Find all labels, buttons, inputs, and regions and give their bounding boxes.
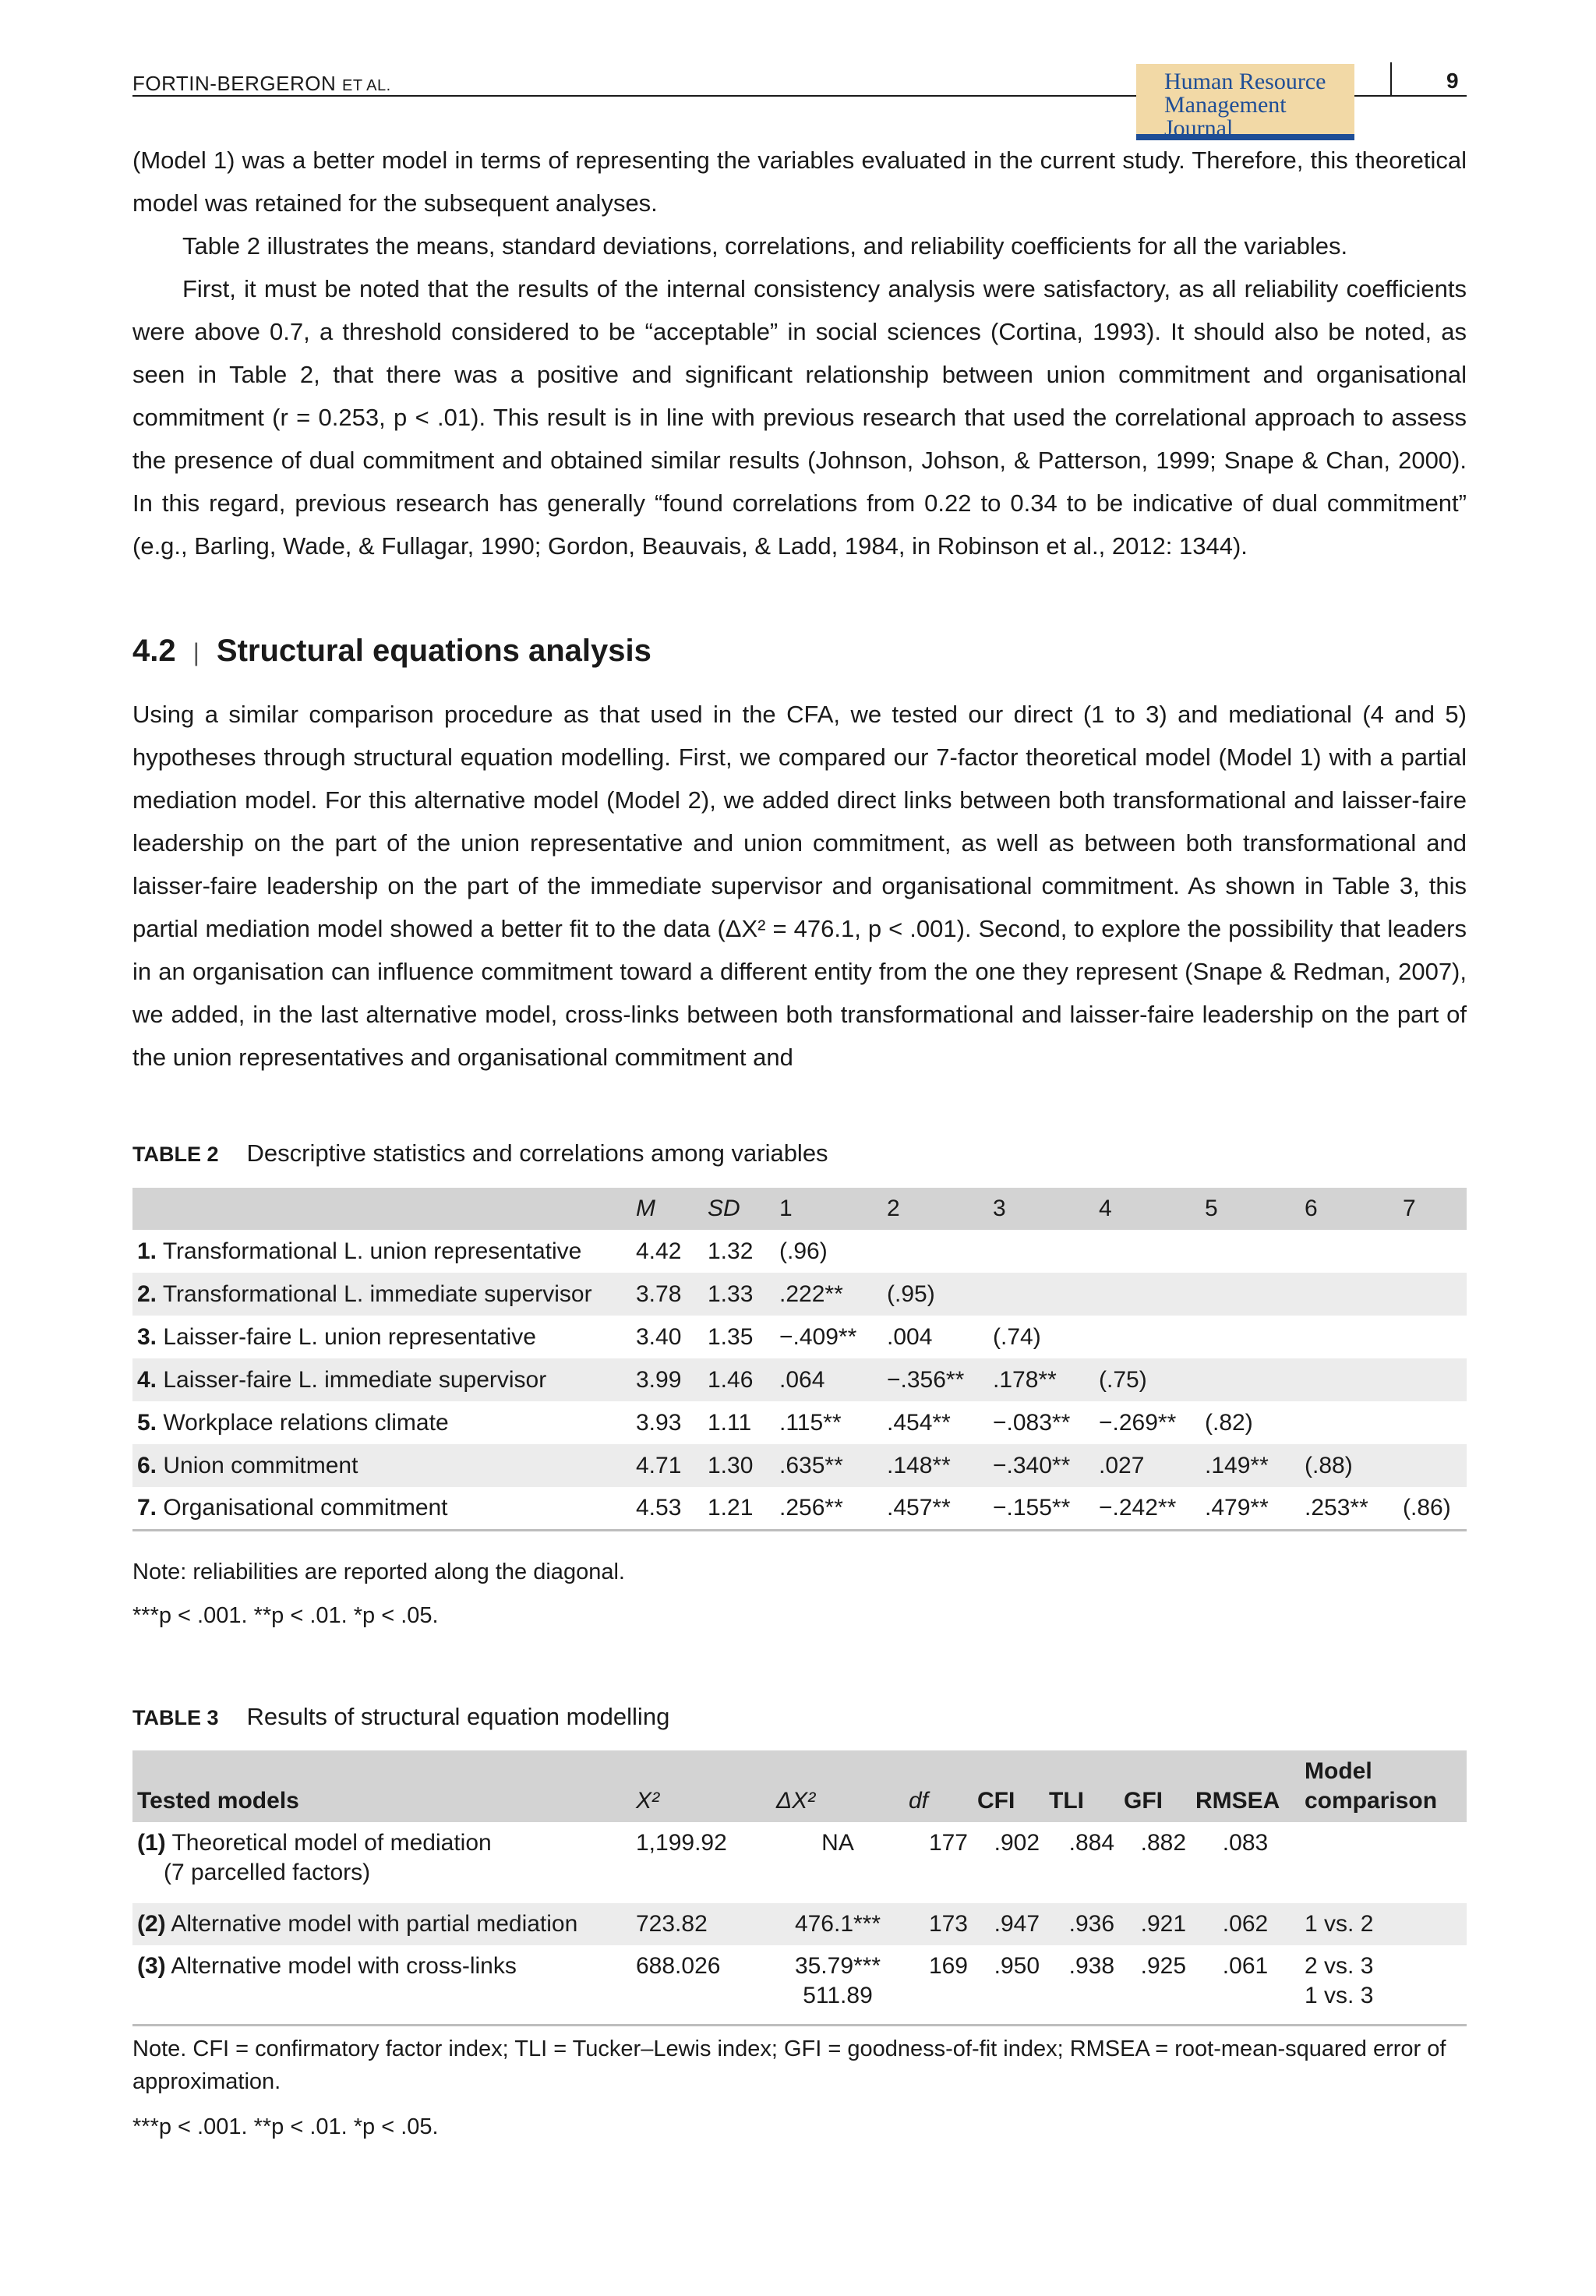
table3-gfi-cell: .925: [1140, 1953, 1186, 1979]
table2-value-cell: [1398, 1273, 1467, 1316]
table2-value-cell: [988, 1273, 1094, 1316]
table2-value-cell: [1200, 1358, 1300, 1401]
section-separator: |: [192, 638, 200, 666]
table3-df-cell: 177: [928, 1830, 968, 1856]
table3-row: [132, 1822, 1467, 1903]
table2-value-cell: −.356**: [887, 1366, 965, 1393]
table2-value-cell: .178**: [993, 1366, 1057, 1393]
table2-header-cell: 5: [1205, 1196, 1218, 1221]
table2-value-cell: −.409**: [779, 1323, 857, 1350]
table2-value-cell: [1300, 1273, 1398, 1316]
table2-value-cell: .256**: [779, 1494, 843, 1521]
table2-value-cell: (.95): [887, 1280, 935, 1307]
table3-header-cell: RMSEA: [1195, 1788, 1280, 1814]
table3-header-comp-line2: comparison: [1305, 1788, 1438, 1814]
table2-header-row: [132, 1188, 1467, 1230]
table2-variable-name: Union commitment: [163, 1452, 358, 1478]
table2-value-cell: (.82): [1205, 1409, 1253, 1436]
table2-row: [132, 1444, 1467, 1487]
table2-value-cell: .004: [887, 1323, 933, 1350]
table2-value-cell: 4.71: [636, 1452, 682, 1478]
table3-title: Results of structural equation modelling: [246, 1703, 670, 1730]
table2-value-cell: 1.32: [708, 1238, 754, 1264]
table2-variable-name: Laisser-faire L. union representative: [163, 1323, 536, 1350]
table3-comparison-value: 1 vs. 2: [1305, 1911, 1374, 1937]
table2-value-cell: [882, 1230, 988, 1273]
table2-header-cell: 6: [1305, 1196, 1318, 1221]
table3-x2-cell: 723.82: [636, 1911, 708, 1937]
table2-value-cell: 3.40: [636, 1323, 682, 1350]
table3-label: TABLE 3: [132, 1706, 219, 1729]
table2-row: [132, 1230, 1467, 1273]
table2-variable-cell: [132, 1444, 631, 1487]
table2-row-number: 2.: [137, 1280, 157, 1307]
table3-x2-cell: 688.026: [636, 1953, 721, 1979]
table2-header-cell: 2: [887, 1196, 900, 1221]
table3-cfi-cell: .902: [994, 1830, 1040, 1856]
table2-row: [132, 1487, 1467, 1530]
table3-rmsea-cell: .061: [1222, 1953, 1269, 1979]
table2-variable-name: Workplace relations climate: [163, 1409, 449, 1436]
table3-x2-cell: 1,199.92: [636, 1830, 727, 1856]
page-number: 9: [1446, 69, 1459, 93]
table2-value-cell: .457**: [887, 1494, 951, 1521]
table3-header-cell: X²: [636, 1788, 659, 1814]
table2-value-cell: [1300, 1230, 1398, 1273]
table2-variable-cell: [132, 1273, 631, 1316]
table3-comparison-value: 2 vs. 3: [1305, 1953, 1374, 1979]
table2-variable-name: Transformational L. immediate supervisor: [162, 1280, 592, 1307]
table2-value-cell: 1.30: [708, 1452, 754, 1478]
table2-label: TABLE 2: [132, 1143, 219, 1166]
table2-value-cell: 3.99: [636, 1366, 682, 1393]
header-separator: [1390, 62, 1392, 97]
table2: [132, 1188, 1467, 1531]
table2-row: [132, 1358, 1467, 1401]
table2-title: Descriptive statistics and correlations among variables: [246, 1139, 828, 1167]
table3-comparison-value: 1 vs. 3: [1305, 1983, 1374, 2008]
table2-value-cell: .115**: [779, 1409, 842, 1436]
paragraph-3: First, it must be noted that the results of the internal consistency analysis were satisfactory, as all reliability coefficients were above 0.7, a threshold considered to be “acceptable” in social sciences (Cortina, 1993). It should also be noted, as seen in Table 2, that there was a positive and significant relationship between union commitment and organisational commitment (r = 0.253, p < .01). This result is in line with previous research that used the correlational approach to assess the presence of dual commitment and obtained similar results (Johnson, Johson, & Patterson, 1999; Snape & Chan, 2000). In this regard, previous research has generally “found correlations from 0.22 to 0.34 to be indicative of dual commitment” (e.g., Barling, Wade, & Fullagar, 1990; Gordon, Beauvais, & Ladd, 1984, in Robinson et al., 2012: 1344).: [132, 275, 1467, 560]
table3-cfi-cell: .950: [994, 1953, 1040, 1979]
table2-value-cell: −.155**: [993, 1494, 1071, 1521]
journal-logo-line2: Management Journal: [1164, 92, 1287, 141]
table2-header-cell: 1: [779, 1196, 793, 1221]
table3-dx2-value: 476.1***: [794, 1911, 881, 1937]
table2-value-cell: (.96): [779, 1238, 828, 1264]
table2-row-number: 4.: [137, 1366, 157, 1393]
table2-variable-cell: [132, 1358, 631, 1401]
table3-tli-cell: .938: [1068, 1953, 1114, 1979]
table3-header-cell: ΔX²: [776, 1788, 816, 1814]
table2-variable-name: Transformational L. union representative: [162, 1238, 582, 1264]
table2-row-number: 3.: [137, 1323, 157, 1350]
table2-value-cell: 1.46: [708, 1366, 754, 1393]
table2-note: Note: reliabilities are reported along the diagonal.: [132, 1560, 625, 1584]
table2-variable-cell: [132, 1487, 631, 1530]
table2-value-cell: [1398, 1316, 1467, 1358]
table2-value-cell: 1.11: [708, 1409, 752, 1436]
table3-dx2-value: 35.79***: [794, 1953, 881, 1979]
table2-header-cell: SD: [708, 1196, 740, 1221]
table3-tli-cell: .884: [1068, 1830, 1114, 1856]
table2-row: [132, 1401, 1467, 1444]
table2-value-cell: 3.93: [636, 1409, 682, 1436]
paragraph-1: (Model 1) was a better model in terms of representing the variables evaluated in the current study. Therefore, this theoretical model was retained for the subsequent analyses.: [132, 147, 1467, 217]
table2-variable-name: Organisational commitment: [163, 1494, 448, 1521]
table2-value-cell: 1.35: [708, 1323, 754, 1350]
table2-value-cell: [988, 1230, 1094, 1273]
table3-header-cell: CFI: [977, 1788, 1015, 1814]
table2-value-cell: −.340**: [993, 1452, 1071, 1478]
table3-row-number: (1): [137, 1830, 166, 1856]
running-head-et-al: ET AL.: [342, 77, 391, 94]
table2-value-cell: .064: [779, 1366, 825, 1393]
table2-caption: [132, 1138, 828, 1170]
table3-model-name: Alternative model with cross-links: [171, 1953, 517, 1979]
table2-value-cell: −.083**: [993, 1409, 1071, 1436]
table3-model-cell: [132, 1822, 631, 1903]
table3-dx2-cell: [772, 1945, 904, 2025]
table2-value-cell: .027: [1099, 1452, 1145, 1478]
table3-comparison-cell: [1300, 1822, 1467, 1903]
table2-variable-name: Laisser-faire L. immediate supervisor: [163, 1366, 547, 1393]
table2-value-cell: [1398, 1230, 1467, 1273]
table2-significance: ***p < .001. **p < .01. *p < .05.: [132, 1603, 439, 1628]
running-head: [132, 72, 391, 96]
table3-rmsea-cell: .062: [1222, 1911, 1269, 1937]
table3: [132, 1750, 1467, 2026]
table3-rmsea-cell: .083: [1222, 1830, 1269, 1856]
table2-row-number: 6.: [137, 1452, 157, 1478]
table3-header-cell: df: [909, 1788, 929, 1814]
table3-df-cell: 173: [928, 1911, 968, 1937]
table2-value-cell: [1200, 1273, 1300, 1316]
table2-row: [132, 1316, 1467, 1358]
paragraph-2: Table 2 illustrates the means, standard deviations, correlations, and reliability coefficients for all the variables.: [182, 232, 1348, 260]
table2-variable-cell: [132, 1230, 631, 1273]
table3-cfi-cell: .947: [994, 1911, 1040, 1937]
table3-model-subtitle: (7 parcelled factors): [164, 1860, 371, 1885]
section-title: Structural equations analysis: [216, 634, 651, 668]
table3-header-comp-line1: Model: [1305, 1758, 1372, 1784]
table2-value-cell: [1094, 1230, 1200, 1273]
table2-value-cell: .479**: [1205, 1494, 1269, 1521]
table2-value-cell: 1.21: [708, 1494, 754, 1521]
table2-value-cell: [1094, 1273, 1200, 1316]
table2-value-cell: −.269**: [1099, 1409, 1177, 1436]
table3-row: [132, 1903, 1467, 1945]
table2-row-number: 1.: [137, 1238, 157, 1264]
table2-value-cell: .149**: [1205, 1452, 1269, 1478]
table2-value-cell: [1200, 1316, 1300, 1358]
table2-row-number: 5.: [137, 1409, 157, 1436]
table2-value-cell: [1398, 1444, 1467, 1487]
table2-header-cell: 4: [1099, 1196, 1112, 1221]
table3-model-name: Alternative model with partial mediation: [171, 1911, 578, 1937]
table2-value-cell: (.74): [993, 1323, 1041, 1350]
table2-row: [132, 1273, 1467, 1316]
table2-value-cell: .635**: [779, 1452, 843, 1478]
table2-value-cell: [1300, 1316, 1398, 1358]
table2-variable-cell: [132, 1316, 631, 1358]
table3-significance: ***p < .001. **p < .01. *p < .05.: [132, 2114, 439, 2139]
table3-header-cell: TLI: [1049, 1788, 1084, 1814]
table2-header-cell: 3: [993, 1196, 1006, 1221]
table2-value-cell: (.86): [1403, 1494, 1451, 1521]
table2-value-cell: 1.33: [708, 1280, 754, 1307]
table2-value-cell: 3.78: [636, 1280, 682, 1307]
table2-value-cell: .222**: [779, 1280, 843, 1307]
journal-logo: [1136, 64, 1354, 140]
table2-value-cell: [1300, 1401, 1398, 1444]
table2-header-cell: M: [636, 1196, 655, 1221]
table3-row: [132, 1945, 1467, 2025]
table3-header-cell: [1300, 1750, 1467, 1822]
table2-value-cell: .454**: [887, 1409, 951, 1436]
table3-header-cell: GFI: [1124, 1788, 1163, 1814]
table2-value-cell: 4.42: [636, 1238, 682, 1264]
table2-value-cell: .253**: [1305, 1494, 1368, 1521]
table3-gfi-cell: .882: [1140, 1830, 1186, 1856]
table3-comparison-cell: [1300, 1903, 1467, 1945]
table2-value-cell: 4.53: [636, 1494, 682, 1521]
table2-variable-cell: [132, 1401, 631, 1444]
table3-df-cell: 169: [928, 1953, 968, 1979]
table2-value-cell: [1094, 1316, 1200, 1358]
table3-row-number: (3): [137, 1953, 166, 1979]
running-head-author: FORTIN-BERGERON: [132, 72, 337, 95]
section-number: 4.2: [132, 634, 176, 668]
table3-header-row: [132, 1750, 1467, 1822]
table3-dx2-cell: [772, 1822, 904, 1903]
table2-row-number: 7.: [137, 1494, 157, 1521]
table2-header-cell: 7: [1403, 1196, 1416, 1221]
table3-caption: [132, 1701, 669, 1733]
table2-value-cell: (.75): [1099, 1366, 1147, 1393]
table3-model-cell: [132, 1945, 631, 2025]
journal-logo-line1: Human Resource: [1164, 69, 1326, 94]
table3-model-name: Theoretical model of mediation: [171, 1830, 492, 1856]
table3-row-number: (2): [137, 1911, 166, 1937]
table3-dx2-value: 511.89: [803, 1983, 873, 2008]
table3-gfi-cell: .921: [1140, 1911, 1186, 1937]
table3-model-cell: [132, 1903, 631, 1945]
table3-tli-cell: .936: [1068, 1911, 1114, 1937]
paragraph-4: Using a similar comparison procedure as that used in the CFA, we tested our direct (1 to 3) and mediational (4 and 5) hypotheses through structural equation modelling. First, we compared our 7-factor theoretical model (Model 1) with a partial mediation model. For this alternative model (Model 2), we added direct links between both transformational and laisser-faire leadership on the part of the union representative and union commitment, as well as between both transformational and laisser-faire leadership on the part of the immediate supervisor and organisational commitment. As shown in Table 3, this partial mediation model showed a better fit to the data (ΔX² = 476.1, p < .001). Second, to explore the possibility that leaders in an organisation can influence commitment toward a different entity from the one they represent (Snape & Redman, 2007), we added, in the last alternative model, cross-links between both transformational and laisser-faire leadership on the part of the union representatives and organisational commitment and: [132, 701, 1467, 1071]
table3-note: Note. CFI = confirmatory factor index; TLI = Tucker–Lewis index; GFI = goodness-of-fit index; RMSEA = root-mean-squared error of approximation.: [132, 2036, 1446, 2094]
table2-value-cell: [1398, 1401, 1467, 1444]
table3-dx2-cell: [772, 1903, 904, 1945]
table2-value-cell: [1300, 1358, 1398, 1401]
section-heading: [132, 631, 651, 672]
table2-value-cell: −.242**: [1099, 1494, 1177, 1521]
table2-value-cell: (.88): [1305, 1452, 1353, 1478]
table3-comparison-cell: [1300, 1945, 1467, 2025]
table2-value-cell: [1200, 1230, 1300, 1273]
table2-value-cell: [1398, 1358, 1467, 1401]
table2-value-cell: .148**: [887, 1452, 951, 1478]
table3-dx2-value: NA: [821, 1830, 854, 1856]
table2-header-cell: [132, 1188, 631, 1230]
table3-header-cell: Tested models: [137, 1788, 299, 1814]
